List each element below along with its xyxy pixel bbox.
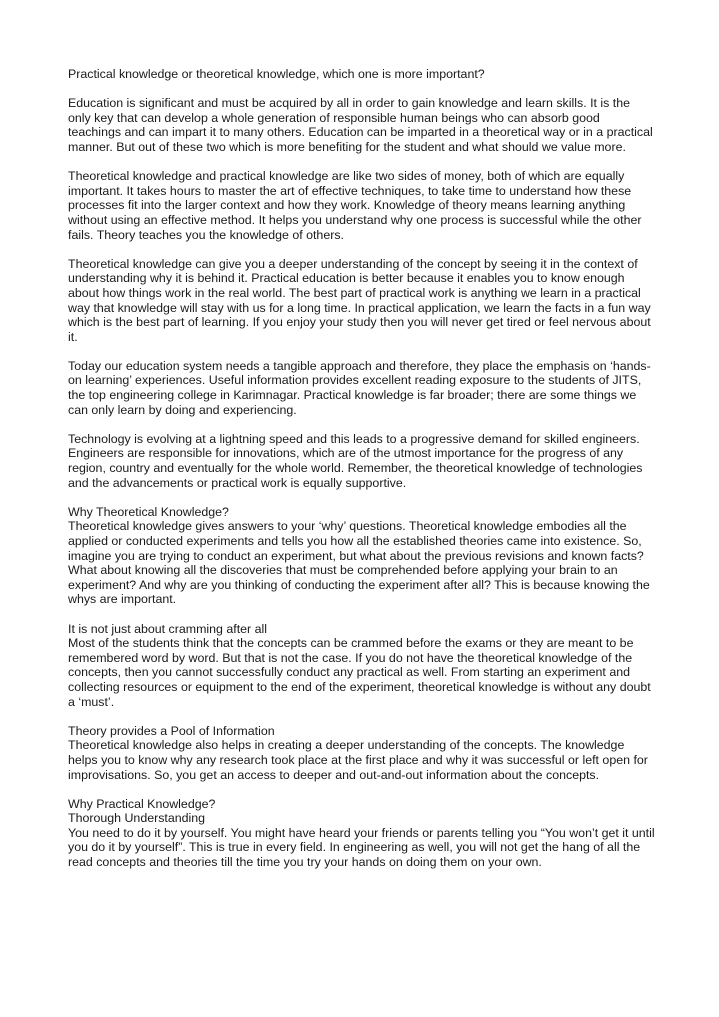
section-heading: It is not just about cramming after all xyxy=(68,621,268,636)
document-body xyxy=(68,67,656,884)
section-heading: Why Theoretical Knowledge? xyxy=(68,504,229,519)
section-body: You need to do it by yourself. You might have heard your friends or parents telling you “You won’t get it until you do it by yourself”. This is true in every field. In engineering as well, you will not get the hang of all the read concepts and theories till the time you try your hands on doing them on your own. xyxy=(68,825,655,870)
paragraph-technology: Technology is evolving at a lightning speed and this leads to a progressive demand for skilled engineers. Engineers are responsible for innovations, which are of the utmost importance for the progress of any region, country and eventually for the whole world. Remember, the theoretical knowledge of technologies and the advancements or practical work is equally supportive. xyxy=(68,431,643,490)
section-heading: Why Practical Knowledge? xyxy=(68,796,216,811)
section-pool-of-information xyxy=(68,724,656,782)
section-why-practical xyxy=(68,797,656,870)
paragraph-education: Education is significant and must be acquired by all in order to gain knowledge and learn skills. It is the only key that can develop a whole generation of responsible human beings who can absorb good teachings and can impart it to many others. Education can be imparted in a theoretical way or in a practical manner. But out of these two which is more benefiting for the student and what should we value more. xyxy=(68,96,653,154)
paragraph-deeper-understanding: Theoretical knowledge can give you a deeper understanding of the concept by seeing it in the context of understanding why it is behind it. Practical education is better because it enables you to know enough about how things work in the real world. The best part of practical work is anything we learn in a practical way that knowledge will stay with us for a long time. In practical application, we learn the facts in a fun way which is the best part of learning. If you enjoy your study then you will never get tired or feel nervous about it. xyxy=(68,256,651,344)
document-title: Practical knowledge or theoretical knowledge, which one is more important? xyxy=(68,67,485,81)
section-body: Theoretical knowledge gives answers to your ‘why’ questions. Theoretical knowledge embodies all the applied or conducted experiments and tells you how all the established theories came into existence. So, imagine you are trying to conduct an experiment, but what about the previous revisions and known facts? What about knowing all the discoveries that must be comprehended before applying your brain to an experiment? And why are you thinking of conducting the experiment after all? This is because knowing the whys are important. xyxy=(68,519,650,607)
section-cramming xyxy=(68,622,656,710)
section-body: Most of the students think that the concepts can be crammed before the exams or they are meant to be remembered word by word. But that is not the case. If you do not have the theoretical knowledge of the concepts, then you cannot successfully conduct any practical as well. From starting an experiment and collecting resources or equipment to the end of the experiment, theoretical knowledge is without any doubt a ‘must’. xyxy=(68,636,651,709)
section-heading: Theory provides a Pool of Information xyxy=(68,723,275,738)
section-why-theoretical xyxy=(68,505,656,607)
paragraph-hands-on: Today our education system needs a tangible approach and therefore, they place the emphasis on ‘hands-on learning’ experiences. Useful information provides excellent reading exposure to the students of JITS, the top engineering college in Karimnagar. Practical knowledge is far broader; there are some things we can only learn by doing and experiencing. xyxy=(68,358,651,417)
section-subheading: Thorough Understanding xyxy=(68,811,206,826)
section-body: Theoretical knowledge also helps in creating a deeper understanding of the concepts. The knowledge helps you to know why any research took place at the first place and why it was successful or left open for improvisations. So, you get an access to deeper and out-and-out information about the concepts. xyxy=(68,738,648,782)
paragraph-two-sides: Theoretical knowledge and practical knowledge are like two sides of money, both of which are equally important. It takes hours to master the art of effective techniques, to take time to understand how these processes fit into the larger context and how they work. Knowledge of theory means learning anything without using an effective method. It helps you understand why one process is successful while the other fails. Theory teaches you the knowledge of others. xyxy=(68,169,642,242)
